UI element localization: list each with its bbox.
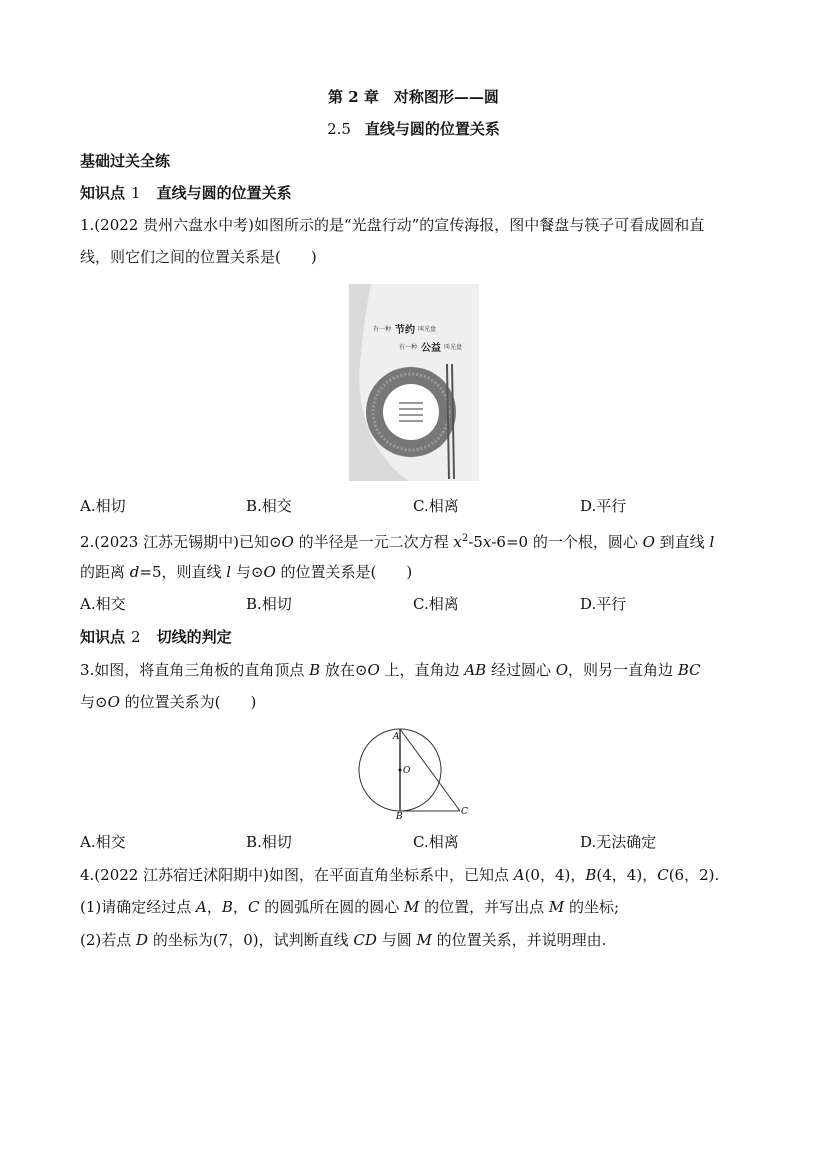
chapter-title: 第 2 章 对称图形——圆 xyxy=(328,88,499,106)
q2-option-c[interactable]: C.相离 xyxy=(413,595,459,613)
q3-option-c[interactable]: C.相离 xyxy=(413,833,459,851)
q3-line-2: 与⊙O 的位置关系为( ) xyxy=(80,693,257,711)
section-number: 2.5 xyxy=(327,120,351,138)
knowledge-point-2 xyxy=(80,626,760,648)
q2-option-b[interactable]: B.相切 xyxy=(246,595,292,613)
poster-text-1b: 节约 xyxy=(395,325,415,336)
q1-line-2: 线，则它们之间的位置关系是( ) xyxy=(80,248,317,266)
circle-triangle-figure xyxy=(352,728,482,820)
poster-text-2a: 有一种 xyxy=(399,344,418,351)
q2-line-2: 的距离 d=5，则直线 l 与⊙O 的位置关系是( ) xyxy=(80,563,413,581)
q1-line-1: 1.(2022 贵州六盘水中考)如图所示的是“光盘行动”的宣传海报，图中餐盘与筷子可看成圆和直 xyxy=(80,216,705,234)
poster-text-1a: 有一种 xyxy=(373,326,392,333)
q2-option-d[interactable]: D.平行 xyxy=(580,595,627,613)
label-o: O xyxy=(403,766,411,776)
q3-option-b[interactable]: B.相切 xyxy=(246,833,292,851)
q1-option-c[interactable]: C.相离 xyxy=(413,497,459,515)
kp1-number: 1 xyxy=(131,184,141,202)
q1-options xyxy=(80,495,760,517)
poster-text-2c: 叫光盘 xyxy=(444,344,463,351)
plate-center-icon xyxy=(383,384,439,440)
kp2-label: 知识点 xyxy=(80,628,126,646)
q1-option-b[interactable]: B.相交 xyxy=(246,497,292,515)
q4-line-3: (2)若点 D 的坐标为(7，0)，试判断直线 CD 与圆 M 的位置关系，并说明理由. xyxy=(80,931,607,949)
q2-option-a[interactable]: A.相交 xyxy=(80,595,126,613)
poster-text-1c: 叫光盘 xyxy=(418,326,437,333)
q3-option-a[interactable]: A.相交 xyxy=(80,833,126,851)
q1-option-a[interactable]: A.相切 xyxy=(80,497,126,515)
part-title: 基础过关全练 xyxy=(80,152,171,170)
q1-option-d[interactable]: D.平行 xyxy=(580,497,627,515)
kp2-number: 2 xyxy=(131,628,141,646)
poster-text-2b: 公益 xyxy=(421,343,441,354)
kp2-title: 切线的判定 xyxy=(156,628,232,646)
q4-line-1: 4.(2022 江苏宿迁沭阳期中)如图，在平面直角坐标系中，已知点 A(0，4)，B(4，4)，C(6，2). xyxy=(80,866,720,884)
kp1-label: 知识点 xyxy=(80,184,126,202)
label-c: C xyxy=(461,807,468,817)
center-point-icon xyxy=(399,769,402,772)
label-b: B xyxy=(396,812,403,820)
poster-figure xyxy=(349,284,479,481)
kp1-title: 直线与圆的位置关系 xyxy=(156,184,292,202)
q2-options xyxy=(80,593,760,615)
q3-option-d[interactable]: D.无法确定 xyxy=(580,833,657,851)
knowledge-point-1 xyxy=(80,182,760,204)
section-title-text: 直线与圆的位置关系 xyxy=(364,120,500,138)
q2-line-1: 2.(2023 江苏无锡期中)已知⊙O 的半径是一元二次方程 $x^2-5x-6=0$ 的一个根，圆心 O 到直线 l xyxy=(80,533,715,551)
label-a: A xyxy=(393,732,400,742)
q3-line-1: 3.如图，将直角三角板的直角顶点 B 放在⊙O 上，直角边 AB 经过圆心 O，则另一直角边 BC xyxy=(80,661,701,679)
q3-options xyxy=(80,831,760,853)
section-title xyxy=(0,118,827,139)
q4-line-2: (1)请确定经过点 A，B，C 的圆弧所在圆的圆心 M 的位置，并写出点 M 的坐标; xyxy=(80,898,620,916)
